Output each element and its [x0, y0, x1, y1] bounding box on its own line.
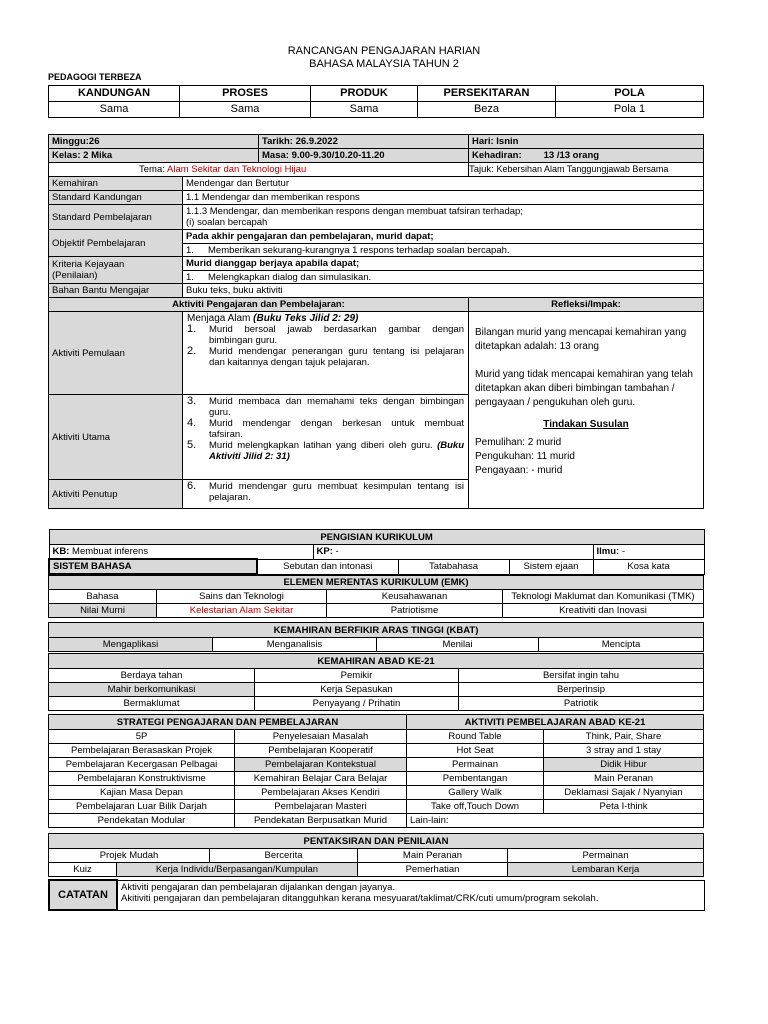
emk-item: Kreativiti dan Inovasi	[503, 604, 704, 618]
tajuk-value: Kebersihan Alam Tanggungjawab Bersama	[496, 164, 669, 174]
aktiviti-item: 3 stray and 1 stay	[544, 744, 704, 758]
pedagogi-value: Sama	[49, 102, 180, 118]
pentaksiran-item: Main Peranan	[358, 849, 508, 863]
kb-value: Membuat inferens	[72, 546, 149, 557]
lesson-plan-table	[48, 134, 704, 509]
strategi-table	[48, 714, 704, 828]
aktiviti-lain: Lain-lain:	[407, 814, 704, 828]
kbat-item: Menilai	[377, 638, 539, 652]
kk-label	[49, 257, 183, 284]
aktiviti-header: Aktiviti Pengajaran dan Pembelajaran:	[49, 298, 469, 312]
pemulaan-title-row	[187, 313, 464, 324]
kbat-table	[48, 622, 704, 652]
refleksi-content	[469, 312, 704, 509]
sistem-item: Tatabahasa	[398, 559, 509, 574]
tindakan-title: Tindakan Susulan	[543, 419, 629, 430]
tema-label: Tema:	[139, 164, 165, 175]
emk-item: Kelestarian Alam Sekitar	[157, 604, 327, 618]
abad-item: Bermaklumat	[49, 697, 255, 711]
abad-item: Patriotik	[459, 697, 704, 711]
sistem-item: Sebutan dan intonasi	[257, 559, 398, 574]
pentaksiran-item: Bercerita	[210, 849, 358, 863]
strategi-title: STRATEGI PENGAJARAN DAN PEMBELAJARAN	[49, 715, 407, 730]
pentaksiran-item: Permainan	[508, 849, 704, 863]
tema	[49, 163, 469, 177]
abad-item: Mahir berkomunikasi	[49, 683, 255, 697]
abad-table	[48, 653, 704, 711]
sistem-item: Kosa kata	[593, 559, 704, 574]
list-item	[187, 440, 464, 462]
pemulaan-label: Aktiviti Pemulaan	[49, 312, 183, 395]
kk-num: 1.	[186, 271, 194, 283]
strategi-item: Kajian Masa Depan	[49, 786, 235, 800]
pentaksiran-item: Lembaran Kerja	[508, 863, 704, 877]
kbat-item: Menganalisis	[213, 638, 377, 652]
pedagogi-value: Sama	[180, 102, 311, 118]
strategi-item: Pembelajaran Masteri	[235, 800, 407, 814]
pentaksiran-item: Projek Mudah	[49, 849, 210, 863]
refleksi-line: Bilangan murid yang mencapai kemahiran yang ditetapkan adalah: 13 orang	[475, 327, 687, 352]
penutup-content	[183, 480, 469, 509]
strategi-item: Pembelajaran Akses Kendiri	[235, 786, 407, 800]
utama-label: Aktiviti Utama	[49, 395, 183, 480]
strategi-item: Pembelajaran Luar Bilik Darjah	[49, 800, 235, 814]
pentaksiran-table	[48, 833, 704, 877]
obj-item: Memberikan sekurang-kurangnya 1 respons terhadap soalan bercapah.	[208, 244, 510, 256]
minggu: Minggu:26	[49, 135, 259, 149]
emk-item: Patriotisme	[327, 604, 503, 618]
sk-value: 1.1 Mendengar dan memberikan respons	[183, 191, 704, 205]
emk-table	[48, 575, 704, 618]
kk-value	[183, 257, 704, 284]
aktiviti-item: Didik Hibur	[544, 758, 704, 772]
strategi-item: Pendekatan Modular	[49, 814, 235, 828]
strategi-item: Pembelajaran Kecergasan Pelbagai	[49, 758, 235, 772]
list-item	[187, 418, 464, 440]
catatan-label: CATATAN	[49, 880, 117, 910]
pemulaan-ref: (Buku Teks Jilid 2: 29)	[253, 313, 359, 324]
strategi-item: Kemahiran Belajar Cara Belajar	[235, 772, 407, 786]
sp-label: Standard Pembelajaran	[49, 205, 183, 230]
penutup-label: Aktiviti Penutup	[49, 480, 183, 509]
aktiviti-item: Pembentangan	[407, 772, 544, 786]
kp	[313, 545, 593, 560]
sistem-bahasa-label: SISTEM BAHASA	[49, 559, 257, 574]
emk-item: Sains dan Teknologi	[157, 590, 327, 604]
kp-label: KP:	[316, 546, 333, 558]
pedagogi-header: KANDUNGAN	[49, 86, 180, 102]
pedagogi-header: PRODUK	[311, 86, 418, 102]
pedagogi-value: Beza	[418, 102, 556, 118]
catatan-content	[117, 880, 704, 910]
emk-item: Nilai Murni	[49, 604, 157, 618]
strategi-item: 5P	[49, 730, 235, 744]
list-item	[187, 481, 464, 503]
list-text: Murid melengkapkan latihan yang diberi oleh guru.	[209, 440, 433, 451]
abad-item: Bersifat ingin tahu	[459, 669, 704, 683]
pedagogi-header: PERSEKITARAN	[418, 86, 556, 102]
utama-ref: (Buku Aktiviti Jilid 2: 31)	[209, 440, 465, 462]
sistem-item: Sistem ejaan	[509, 559, 593, 574]
list-num: 2.	[187, 345, 197, 357]
pemulaan-title: Menjaga Alam	[187, 313, 251, 324]
emk-item: Keusahawanan	[327, 590, 503, 604]
list-text: Murid mendengar penerangan guru tentang isi pelajaran dan kaitannya dengan tajuk pelajaran.	[209, 346, 464, 368]
aktiviti-item: Take off,Touch Down	[407, 800, 544, 814]
pentaksiran-title: PENTAKSIRAN DAN PENILAIAN	[49, 834, 704, 849]
strategi-item: Pembelajaran Kooperatif	[235, 744, 407, 758]
catatan-table	[48, 879, 705, 911]
ilmu-value: -	[621, 546, 626, 558]
ilmu	[593, 545, 704, 560]
list-num: 1.	[187, 323, 197, 335]
strategi-item: Pendekatan Berpusatkan Murid	[235, 814, 407, 828]
aktiviti-item: Hot Seat	[407, 744, 544, 758]
kurikulum-title: PENGISIAN KURIKULUM	[49, 530, 704, 545]
aktiviti-item: Deklamasi Sajak / Nyanyian	[544, 786, 704, 800]
kelas: Kelas: 2 Mika	[49, 149, 259, 163]
list-num: 5.	[187, 439, 197, 451]
obj-num: 1.	[186, 244, 194, 256]
catatan-line: Akitiviti pengajaran dan pembelajaran ditangguhkan kerana mesyuarat/taklimat/CRK/cuti umum/program sekolah.	[121, 892, 599, 904]
pedagogi-header: POLA	[556, 86, 704, 102]
sk-label: Standard Kandungan	[49, 191, 183, 205]
tema-value: Alam Sekitar dan Teknologi Hijau	[167, 164, 307, 175]
tajuk-label: Tajuk:	[469, 164, 494, 175]
kehadiran-label: Kehadiran:	[472, 150, 522, 161]
aktiviti-item: Main Peranan	[544, 772, 704, 786]
bbm-label: Bahan Bantu Mengajar	[49, 284, 183, 298]
sp-line: 1.1.3 Mendengar, dan memberikan respons dengan membuat tafsiran terhadap;	[186, 206, 523, 217]
aktiviti-item: Gallery Walk	[407, 786, 544, 800]
strategi-item: Pembelajaran Kontekstual	[235, 758, 407, 772]
list-text: Murid membaca dan memahami teks dengan bimbingan guru.	[209, 396, 464, 418]
pedagogi-value: Sama	[311, 102, 418, 118]
kk-label-2: (Penilaian)	[52, 270, 98, 281]
masa: Masa: 9.00-9.30/10.20-11.20	[259, 149, 469, 163]
abad-item: Penyayang / Prihatin	[255, 697, 459, 711]
kbat-item: Mencipta	[539, 638, 704, 652]
kbat-item: Mengaplikasi	[49, 638, 213, 652]
kk-item: Melengkapkan dialog dan simulasikan.	[208, 271, 372, 283]
pentaksiran-item: Kuiz	[49, 863, 117, 877]
pemulaan-list	[187, 324, 464, 368]
pedagogi-label: PEDAGOGI TERBEZA	[48, 72, 142, 82]
kemahiran-label: Kemahiran	[49, 177, 183, 191]
doc-subtitle: BAHASA MALAYSIA TAHUN 2	[309, 58, 459, 70]
emk-item: Teknologi Maklumat dan Komunikasi (TMK)	[503, 590, 704, 604]
aktiviti-item: Permainan	[407, 758, 544, 772]
list-num: 6.	[187, 480, 197, 492]
list-text: Murid bersoal jawab berdasarkan gambar dengan bimbingan guru.	[209, 324, 464, 346]
kemahiran-value: Mendengar dan Bertutur	[183, 177, 704, 191]
tarikh: Tarikh: 26.9.2022	[259, 135, 469, 149]
strategi-item: Penyelesaian Masalah	[235, 730, 407, 744]
kehadiran	[469, 149, 704, 163]
kb-label: KB:	[52, 546, 70, 557]
aktiviti-item: Round Table	[407, 730, 544, 744]
emk-title: ELEMEN MERENTAS KURIKULUM (EMK)	[49, 576, 704, 590]
list-item	[187, 346, 464, 368]
obj-intro: Pada akhir pengajaran dan pembelajaran, murid dapat;	[186, 230, 434, 242]
bbm-value: Buku teks, buku aktiviti	[183, 284, 704, 298]
refleksi-line: Murid yang tidak mencapai kemahiran yang telah ditetapkan akan diberi bimbingan tambahan / pengayaan / pengukuhan oleh guru.	[475, 369, 693, 408]
catatan-line: Aktiviti pengajaran dan pembelajaran dijalankan dengan jayanya.	[121, 881, 396, 893]
kp-value: -	[335, 546, 339, 558]
aktiviti-item: Think, Pair, Share	[544, 730, 704, 744]
list-item	[187, 324, 464, 346]
kb	[49, 545, 313, 560]
pentaksiran-item: Kerja Individu/Berpasangan/Kumpulan	[117, 863, 358, 877]
utama-content	[183, 395, 469, 480]
list-item	[187, 396, 464, 418]
obj-label: Objektif Pembelajaran	[49, 230, 183, 257]
penutup-list	[187, 481, 464, 503]
tajuk	[469, 163, 704, 177]
pedagogi-header: PROSES	[180, 86, 311, 102]
abad-item: Pemikir	[255, 669, 459, 683]
abad-item: Kerja Sepasukan	[255, 683, 459, 697]
list-num: 4.	[187, 417, 197, 429]
kehadiran-value: 13 /13 orang	[543, 150, 600, 161]
ilmu-label: Ilmu:	[596, 546, 620, 558]
abad-aktiviti-title: AKTIVITI PEMBELAJARAN ABAD KE-21	[407, 715, 704, 730]
abad-title: KEMAHIRAN ABAD KE-21	[49, 654, 704, 669]
pemulaan-content	[183, 312, 469, 395]
abad-item: Berperinsip	[459, 683, 704, 697]
pengukuhan: Pengukuhan: 11 murid	[475, 451, 575, 462]
pedagogi-table	[48, 85, 704, 118]
sp-value	[183, 205, 704, 230]
kbat-title: KEMAHIRAN BERFIKIR ARAS TINGGI (KBAT)	[49, 623, 704, 638]
abad-item: Berdaya tahan	[49, 669, 255, 683]
kurikulum-table	[48, 529, 705, 575]
list-text: Murid mendengar dengan berkesan untuk membuat tafsiran.	[209, 418, 464, 440]
kk-label-1: Kriteria Kejayaan	[52, 259, 125, 270]
list-num: 3.	[187, 395, 197, 407]
pedagogi-value: Pola 1	[556, 102, 704, 118]
doc-title: RANCANGAN PENGAJARAN HARIAN	[287, 45, 481, 57]
pentaksiran-item: Pemerhatian	[358, 863, 508, 877]
utama-list	[187, 396, 464, 462]
pemulihan: Pemulihan: 2 murid	[475, 437, 562, 448]
hari: Hari: Isnin	[469, 135, 704, 149]
strategi-item: Pembelajaran Konstruktivisme	[49, 772, 235, 786]
list-text: Murid mendengar guru membuat kesimpulan tentang isi pelajaran.	[209, 481, 464, 503]
aktiviti-item: Peta I-think	[544, 800, 704, 814]
strategi-item: Pembelajaran Berasaskan Projek	[49, 744, 235, 758]
obj-value	[183, 230, 704, 257]
kk-intro: Murid dianggap berjaya apabila dapat;	[186, 257, 360, 269]
refleksi-header: Refleksi/Impak:	[469, 298, 704, 312]
pengayaan: Pengayaan: - murid	[475, 465, 563, 476]
emk-item: Bahasa	[49, 590, 157, 604]
sp-line: (i) soalan bercapah	[186, 217, 268, 228]
